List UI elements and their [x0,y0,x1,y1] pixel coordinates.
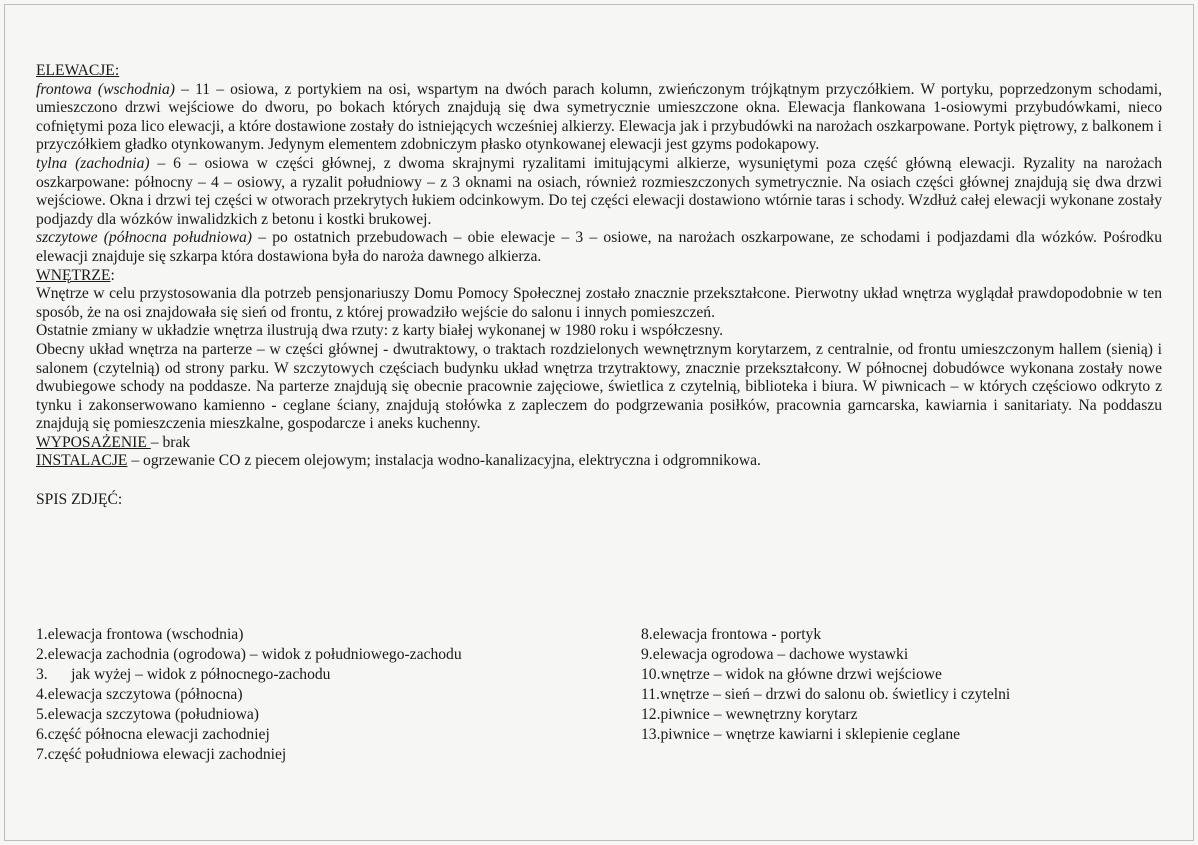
photo-item: 5.elewacja szczytowa (południowa) [36,706,259,723]
elewacje-heading: ELEWACJE: [36,62,120,79]
wyposazenie-text: – brak [150,433,191,451]
spis-heading: SPIS ZDJĘĆ: [36,491,123,509]
tylna-label: tylna (zachodnia) [36,154,150,172]
photo-item: 8.elewacja frontowa - portyk [641,626,822,643]
photo-list-left [36,625,596,765]
instalacje-line [36,452,1162,471]
frontowa-label: frontowa (wschodnia) [36,80,175,98]
paragraph-wnetrze-2: Ostatnie zmiany w układzie wnętrza ilustrują dwa rzuty: z karty białej wykonanej w 1980 roku i współczesny. [36,322,724,340]
photo-item: 7.część południowa elewacji zachodniej [36,746,287,763]
photo-item: 10.wnętrze – widok na główne drzwi wejściowe [641,666,942,683]
instalacje-text: – ogrzewanie CO z piecem olejowym; instalacja wodno-kanalizacyjna, elektryczna i odgromnikowa. [127,452,761,470]
photo-item: 6.część północna elewacji zachodniej [36,726,270,743]
paragraph-wnetrze-3: Obecny układ wnętrza na parterze – w części głównej - dwutraktowy, o traktach rozdzielonych wewnętrznym korytarzem, z centralnie, od frontu umieszczonym hallem (sienią) i salonem (czytelnią) od strony parku. W szczytowych częściach budynku układ wnętrza trzytraktowy, znacznie przekształcony. W północnej dobudówce wykonana zostały nowe dwubiegowe schody na poddasze. Na parterze znajdują się obecnie pracownie zajęciowe, świetlica z czytelnią, biblioteka i biura. W piwnicach – w których częściowo odkryto z tynku i zakonserwowano kamienno - ceglane ściany, znajdują stołówka z zapleczem do podgrzewania posiłków, pracownia garncarska, kawiarnia i sanitariaty. Na poddaszu znajdują się pomieszczenia mieszkalne, gospodarcze i aneks kuchenny. [36,340,1162,433]
paragraph-szczytowe [36,229,1162,266]
szczytowe-label: szczytowe (północna południowa) [36,229,252,247]
szczytowe-text: – po ostatnich przebudowach – obie elewacje – 3 – osiowe, na narożach oszkarpowane, ze schodami i podjazdami dla wózków. Pośrodku elewacji znajduje się szkarpa która dostawiona była do naroża dawnego alkierza. [36,229,1162,265]
photo-list-right [641,625,1161,745]
paragraph-tylna [36,155,1162,229]
photo-item: 12.piwnice – wewnętrzny korytarz [641,706,858,723]
wyposazenie-line [36,434,1162,453]
wnetrze-heading: WNĘTRZE [36,266,111,284]
photo-item: 13.piwnice – wnętrze kawiarni i sklepienie ceglane [641,726,961,743]
paragraph-frontowa [36,81,1162,155]
tylna-text: – 6 – osiowa w części głównej, z dwoma skrajnymi ryzalitami imitującymi alkierze, wysuniętymi poza część główną elewacji. Ryzality na narożach oszkarpowane: północny – 4 – osiowy, a ryzalit południowy – z 3 oknami na osiach, również rozmieszczonych symetrycznie. Na osiach części głównej znajdują się dwa drzwi wejściowe. Okna i drzwi tej części w otworach przekrytych łukiem odcinkowym. Do tej części elewacji dostawiono wtórnie taras i schody. Wzdłuż całej elewacji wykonane zostały podjazdy dla wózków inwalidzkich z betonu i kostki brukowej. [36,154,1162,228]
paragraph-wnetrze-1: Wnętrze w celu przystosowania dla potrzeb pensjonariuszy Domu Pomocy Społecznej zostało znacznie przekształcone. Pierwotny układ wnętrza wyglądał prawdopodobnie w ten sposób, że na osi znajdowała się sień od frontu, z której prowadziło wejście do salonu i innych pomieszczeń. [36,285,1162,321]
wyposazenie-heading: WYPOSAŻENIE [36,433,151,451]
document-body [36,62,1162,510]
instalacje-heading: INSTALACJE [36,452,128,470]
section-heading-wnetrze [36,267,1162,286]
frontowa-text: – 11 – osiowa, z portykiem na osi, wspartym na dwóch parach kolumn, zwieńczonym trójkątnym przyczółkiem. W portyku, poprzedzonym schodami, umieszczono drzwi wejściowe do dworu, po bokach których znajdują się dwa symetrycznie umieszczone okna. Elewacja flankowana 1-osiowymi przybudówkami, nieco cofniętymi poza lico elewacji, a które dostawione zostały do istniejących wcześniej alkierzy. Elewacja jak i przybudówki na narożach oszkarpowane. Portyk piętrowy, z balkonem i przyczółkiem gładko otynkowanym. Jedynym elementem zdobniczym płasko otynkowanej elewacji jest gzyms podokapowy. [36,80,1162,154]
photo-item: 11.wnętrze – sień – drzwi do salonu ob. świetlicy i czytelni [641,686,1011,703]
wnetrze-heading-colon: : [110,266,115,284]
section-heading-elewacje [36,62,1162,81]
photo-item: 9.elewacja ogrodowa – dachowe wystawki [641,646,909,663]
photo-item: 4.elewacja szczytowa (północna) [36,686,243,703]
photo-item: 1.elewacja frontowa (wschodnia) [36,626,244,643]
photo-item: 3. jak wyżej – widok z północnego-zachodu [36,666,331,683]
photo-item: 2.elewacja zachodnia (ogrodowa) – widok z południowego-zachodu [36,646,462,663]
